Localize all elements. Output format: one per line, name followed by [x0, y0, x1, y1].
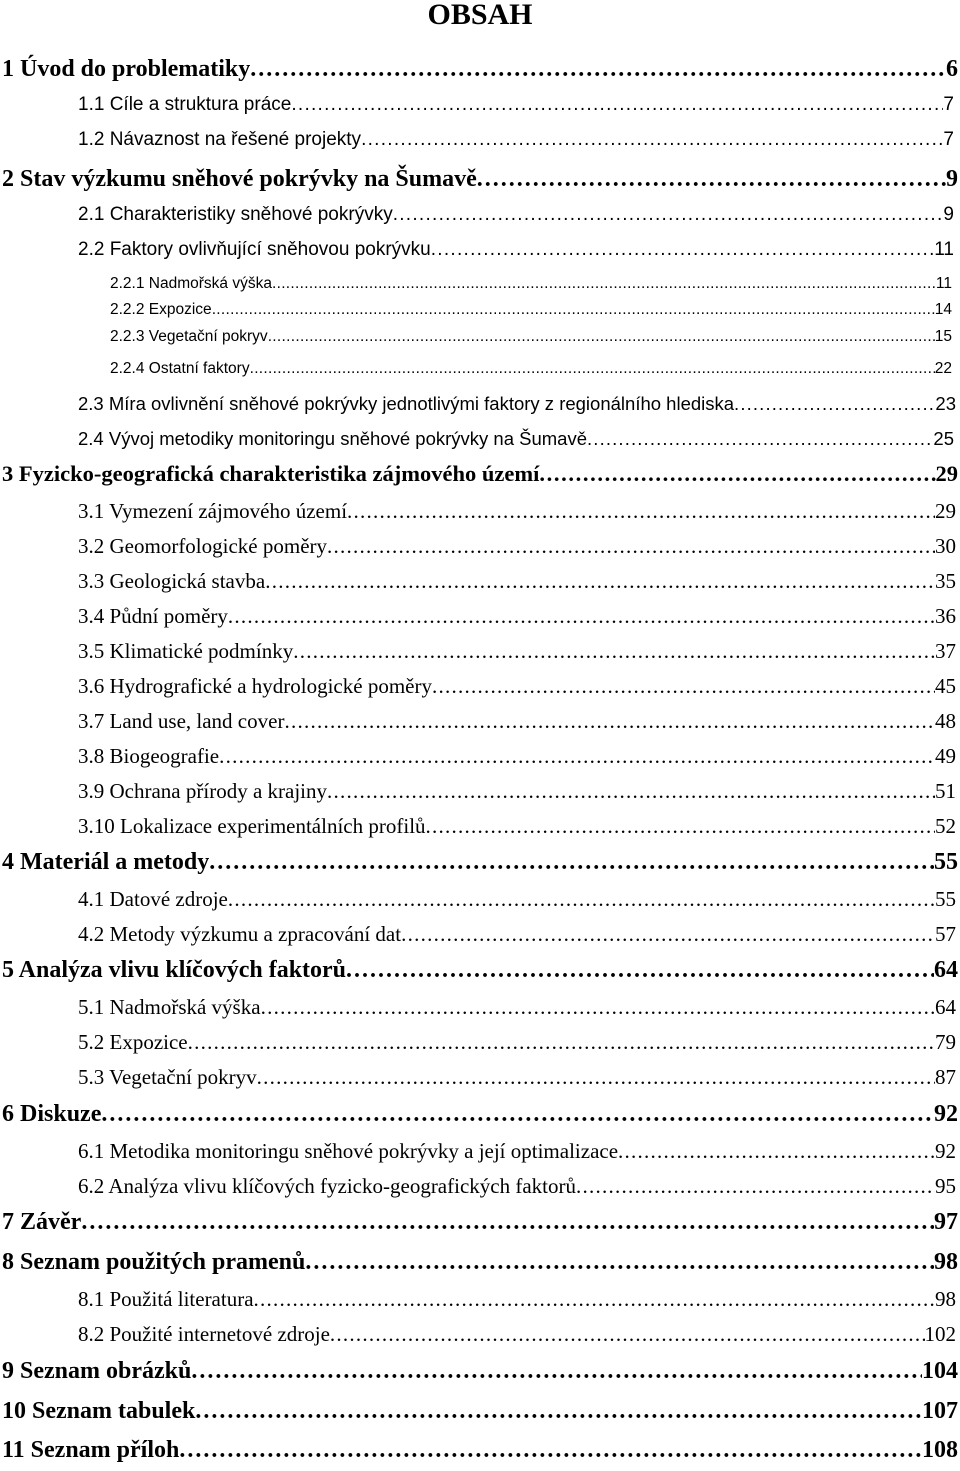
toc-entry-label: 5 Analýza vlivu klíčových faktorů	[2, 957, 347, 983]
toc-entry-page: 37	[935, 639, 956, 663]
toc-entry[interactable]	[78, 424, 954, 454]
toc-entry-label: 3.3 Geologická stavba	[78, 569, 266, 593]
toc-entry-page: 98	[935, 1287, 956, 1311]
toc-leader-dots	[265, 566, 935, 596]
toc-entry-label: 2.3 Míra ovlivnění sněhové pokrývky jednotlivými faktory z regionálního hlediska	[78, 393, 735, 414]
toc-entry-page: 7	[943, 129, 954, 150]
toc-entry[interactable]	[78, 1027, 956, 1057]
toc-entry-label: 11 Seznam příloh	[2, 1437, 180, 1463]
toc-entry-page: 23	[935, 393, 956, 414]
toc-entry-page: 92	[935, 1139, 956, 1163]
toc-entry-label: 5.1 Nadmořská výška	[78, 995, 261, 1019]
toc-entry[interactable]	[110, 324, 952, 350]
toc-entry[interactable]	[78, 992, 956, 1022]
toc-entry-page: 36	[935, 604, 956, 628]
toc-entry-label: 2.2 Faktory ovlivňující sněhovou pokrývku	[78, 239, 431, 260]
toc-entry-page: 64	[934, 957, 958, 983]
toc-entry-page: 48	[935, 709, 956, 733]
toc-leader-dots	[305, 1247, 934, 1277]
toc-entry-label: 6 Diskuze	[2, 1101, 102, 1127]
toc-entry-page: 57	[935, 922, 956, 946]
toc-entry-label: 6.1 Metodika monitoringu sněhové pokrývky a její optimalizace	[78, 1139, 619, 1163]
toc-leader-dots	[191, 1356, 922, 1386]
toc-entry-label: 2.2.4 Ostatní faktory	[110, 360, 250, 377]
toc-entry[interactable]	[78, 235, 954, 265]
toc-entry-label: 3.8 Biogeografie	[78, 744, 220, 768]
toc-leader-dots	[212, 297, 935, 323]
toc-entry-label: 1.1 Cíle a struktura práce	[78, 94, 292, 115]
toc-entry-page: 25	[933, 428, 954, 449]
toc-entry-label: 3 Fyzicko-geografická charakteristika zájmového území	[2, 461, 540, 486]
toc-entry[interactable]	[2, 1435, 958, 1465]
toc-entry-page: 29	[935, 461, 958, 486]
toc-entry-label: 4.1 Datové zdroje	[78, 887, 228, 911]
toc-leader-dots	[432, 671, 935, 701]
toc-leader-dots	[327, 776, 935, 806]
toc-leader-dots	[228, 884, 935, 914]
toc-entry-label: 3.6 Hydrografické a hydrologické poměry	[78, 674, 432, 698]
toc-entry-page: 98	[934, 1249, 958, 1275]
toc-entry[interactable]	[2, 1207, 958, 1237]
toc-leader-dots	[257, 1062, 935, 1092]
toc-leader-dots	[254, 1284, 935, 1314]
toc-entry-label: 3.2 Geomorfologické poměry	[78, 534, 328, 558]
toc-entry-page: 108	[922, 1437, 958, 1463]
toc-leader-dots	[284, 706, 935, 736]
toc-entry[interactable]	[78, 200, 954, 230]
toc-leader-dots	[401, 919, 935, 949]
toc-entry-label: 1.2 Návaznost na řešené projekty	[78, 129, 362, 150]
toc-entry-page: 35	[935, 569, 956, 593]
toc-entry[interactable]	[78, 90, 954, 120]
toc-entry-label: 1 Úvod do problematiky	[2, 56, 251, 82]
toc-entry[interactable]	[78, 776, 956, 806]
page-title: OBSAH	[427, 0, 533, 31]
toc-entry-label: 4 Materiál a metody	[2, 849, 210, 875]
toc-entry[interactable]	[78, 389, 956, 419]
toc-leader-dots	[293, 636, 935, 666]
toc-entry-label: 10 Seznam tabulek	[2, 1398, 196, 1424]
toc-entry-label: 5.2 Expozice	[78, 1030, 188, 1054]
toc-entry-label: 2.2.3 Vegetační pokryv	[110, 328, 268, 345]
toc-entry[interactable]	[78, 1062, 956, 1092]
toc-leader-dots	[291, 90, 943, 120]
toc-entry[interactable]	[78, 636, 956, 666]
toc-entry[interactable]	[78, 706, 956, 736]
toc-leader-dots	[346, 955, 934, 985]
toc-entry-label: 3.7 Land use, land cover	[78, 709, 285, 733]
toc-entry-label: 3.1 Vymezení zájmového území	[78, 499, 348, 523]
toc-entry[interactable]	[78, 1319, 956, 1349]
toc-entry-page: 9	[946, 166, 958, 192]
toc-entry-page: 104	[922, 1358, 958, 1384]
toc-entry[interactable]	[78, 741, 956, 771]
toc-leader-dots	[327, 531, 935, 561]
toc-entry-page: 6	[946, 56, 958, 82]
toc-leader-dots	[250, 54, 946, 84]
toc-leader-dots	[101, 1099, 934, 1129]
toc-leader-dots	[393, 200, 944, 230]
toc-entry-label: 8 Seznam použitých pramenů	[2, 1249, 306, 1275]
toc-leader-dots	[361, 125, 943, 155]
toc-entry[interactable]	[2, 1247, 958, 1277]
toc-entry-page: 97	[934, 1209, 958, 1235]
toc-entry[interactable]	[78, 1171, 956, 1201]
toc-entry-label: 3.5 Klimatické podmínky	[78, 639, 294, 663]
toc-entry-page: 55	[934, 849, 958, 875]
toc-entry[interactable]	[2, 1356, 958, 1386]
toc-leader-dots	[576, 1171, 935, 1201]
toc-entry[interactable]	[78, 125, 954, 155]
toc-entry-label: 9 Seznam obrázků	[2, 1358, 192, 1384]
toc-entry-page: 11	[934, 239, 954, 260]
toc-entry[interactable]	[78, 601, 956, 631]
toc-entry-page: 30	[935, 534, 956, 558]
toc-entry[interactable]	[2, 164, 958, 194]
toc-entry-label: 7 Závěr	[2, 1209, 82, 1235]
toc-entry-label: 3.10 Lokalizace experimentálních profilů	[78, 814, 426, 838]
toc-entry[interactable]	[78, 919, 956, 949]
toc-leader-dots	[188, 1027, 935, 1057]
toc-leader-dots	[219, 741, 935, 771]
toc-entry-label: 5.3 Vegetační pokryv	[78, 1065, 257, 1089]
toc-entry-page: 52	[935, 814, 956, 838]
toc-leader-dots	[426, 811, 935, 841]
toc-leader-dots	[81, 1207, 934, 1237]
toc-entry-page: 14	[934, 301, 952, 318]
toc-entry-label: 8.1 Použitá literatura	[78, 1287, 254, 1311]
toc-leader-dots	[330, 1319, 925, 1349]
toc-leader-dots	[477, 164, 946, 194]
toc-leader-dots	[209, 847, 934, 877]
toc-leader-dots	[268, 324, 935, 350]
toc-entry-label: 2.2.1 Nadmořská výška	[110, 275, 272, 292]
toc-entry[interactable]	[78, 884, 956, 914]
toc-entry-label: 3.9 Ochrana přírody a krajiny	[78, 779, 327, 803]
toc-entry-label: 2.1 Charakteristiky sněhové pokrývky	[78, 204, 393, 225]
toc-entry[interactable]	[2, 1099, 958, 1129]
toc-entry-label: 2.4 Vývoj metodiky monitoringu sněhové pokrývky na Šumavě	[78, 428, 588, 449]
toc-entry-label: 2.2.2 Expozice	[110, 301, 212, 318]
toc-entry-page: 29	[935, 499, 956, 523]
toc-entry-label: 2 Stav výzkumu sněhové pokrývky na Šumavě	[2, 166, 477, 192]
toc-leader-dots	[195, 1396, 922, 1426]
toc-entry-page: 79	[935, 1030, 956, 1054]
toc-entry[interactable]	[78, 1284, 956, 1314]
toc-entry-page: 22	[934, 360, 952, 377]
toc-entry-page: 102	[924, 1322, 956, 1346]
toc-entry-label: 6.2 Analýza vlivu klíčových fyzicko-geografických faktorů	[78, 1174, 576, 1198]
toc-entry[interactable]	[2, 955, 958, 985]
toc-leader-dots	[261, 992, 935, 1022]
toc-entry-page: 51	[935, 779, 956, 803]
toc-entry[interactable]	[2, 847, 958, 877]
toc-entry-page: 15	[934, 328, 952, 345]
toc-entry[interactable]	[78, 496, 956, 526]
toc-leader-dots	[250, 356, 935, 382]
toc-entry[interactable]	[110, 271, 952, 297]
toc-entry-label: 4.2 Metody výzkumu a zpracování dat	[78, 922, 402, 946]
toc-leader-dots	[228, 601, 935, 631]
toc-entry[interactable]	[78, 566, 956, 596]
toc-leader-dots	[179, 1435, 922, 1465]
toc-entry[interactable]	[2, 1396, 958, 1426]
toc-entry-page: 49	[935, 744, 956, 768]
toc-entry[interactable]	[2, 54, 958, 84]
toc-entry-page: 87	[935, 1065, 956, 1089]
toc-entry-label: 3.4 Půdní poměry	[78, 604, 228, 628]
toc-entry-page: 95	[935, 1174, 956, 1198]
toc-leader-dots	[539, 459, 935, 489]
toc-entry[interactable]	[78, 671, 956, 701]
toc-leader-dots	[618, 1136, 935, 1166]
toc-entry[interactable]	[78, 1136, 956, 1166]
toc-entry-page: 9	[943, 204, 954, 225]
toc-leader-dots	[347, 496, 935, 526]
toc-entry-page: 11	[935, 275, 952, 292]
toc-leader-dots	[587, 424, 933, 454]
toc-leader-dots	[734, 389, 935, 419]
toc-entry[interactable]	[78, 531, 956, 561]
toc-entry-label: 8.2 Použité internetové zdroje	[78, 1322, 330, 1346]
toc-leader-dots	[431, 235, 935, 265]
toc-entry-page: 107	[922, 1398, 958, 1424]
toc-entry[interactable]	[78, 811, 956, 841]
toc-entry-page: 64	[935, 995, 956, 1019]
toc-entry[interactable]	[110, 356, 952, 382]
toc-entry-page: 55	[935, 887, 956, 911]
toc-entry-page: 92	[934, 1101, 958, 1127]
toc-entry-page: 45	[935, 674, 956, 698]
toc-entry[interactable]	[110, 297, 952, 323]
toc-entry-page: 7	[943, 94, 954, 115]
toc-leader-dots	[272, 271, 936, 297]
toc-entry[interactable]	[2, 459, 958, 489]
